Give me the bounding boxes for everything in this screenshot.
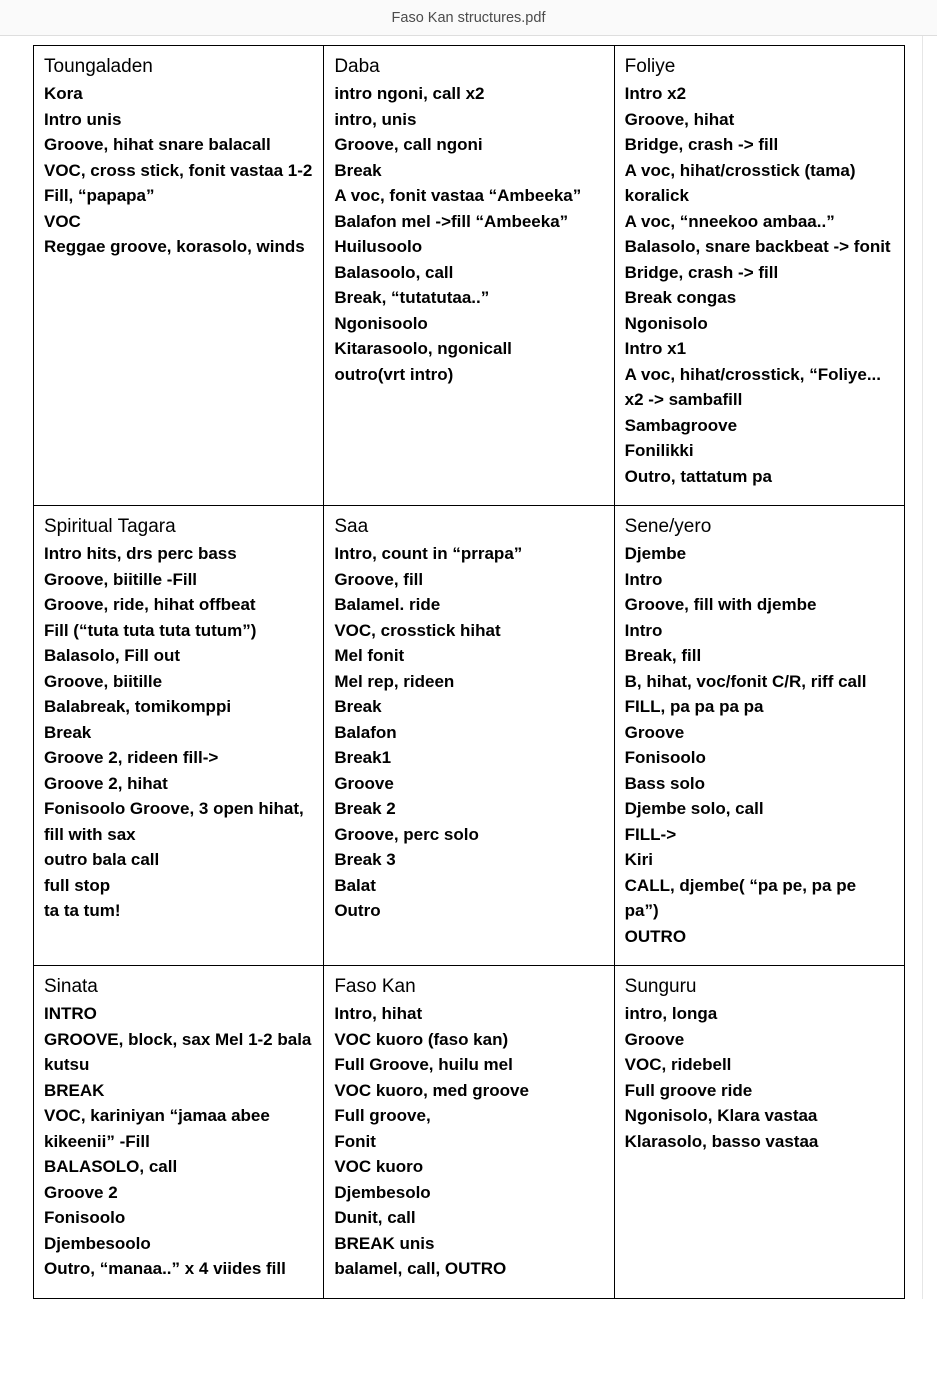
cell-toungaladen [34,46,323,505]
cell-foliye [615,46,904,505]
structure-line: Balafon mel ->fill “Ambeeka” [334,211,569,231]
structure-line: Mel fonit [334,646,405,665]
structure-line: Balat [334,875,376,895]
structure-line: Full groove ride [624,1080,753,1100]
structure-line: BALASOLO, call [44,1157,178,1176]
song-structure-list [625,541,894,949]
structure-line: Break 2 [334,799,396,818]
song-title: Foliye [624,56,676,77]
song-structure-list [44,1001,313,1282]
structure-line: Break 3 [334,850,396,869]
song-structure-list [625,1001,894,1154]
structure-line: balamel, call, OUTRO [334,1259,507,1278]
structure-line: Full groove, [334,1106,431,1125]
structure-line: Ngonisolo [624,313,708,333]
structure-line: Fill, “papapa” [44,186,155,205]
structure-line: Fonisoolo Groove, 3 open hihat, fill with sax [44,799,304,844]
structure-line: Break1 [334,748,392,767]
structure-line: Groove, fill [334,569,424,589]
structure-line: Balasolo, Fill out [44,646,181,665]
structure-line: Klarasolo, basso vastaa [624,1131,819,1151]
structure-line: Groove [624,1029,685,1049]
structure-line: Ngonisolo, Klara vastaa [624,1106,818,1125]
structure-line: Djembesolo [334,1182,431,1202]
structure-line: VOC kuoro (faso kan) [334,1029,509,1049]
structure-line: Dunit, call [334,1208,416,1227]
structure-line: Bass solo [624,773,705,793]
structure-line: Groove, fill with djembe [624,595,817,614]
song-title: Sunguru [624,976,697,997]
document-filename: Faso Kan structures.pdf [391,9,546,26]
structure-line: A voc, hihat/crosstick (tama) koralick [624,160,856,205]
structures-table [33,45,905,1299]
structure-line: Groove, perc solo [334,824,479,844]
structure-line: Intro x2 [624,84,687,103]
structure-line: Intro, count in “prrapa” [334,544,523,563]
structure-line: A voc, fonit vastaa “Ambeeka” [334,186,582,205]
structure-line: Bridge, crash -> fill [624,262,779,282]
cell-faso-kan [324,966,613,1298]
structure-line: A voc, “nneekoo ambaa..” [624,211,835,231]
structure-line: Balafon [334,722,397,742]
structure-line: Groove 2 [44,1182,118,1202]
structure-line: Full Groove, huilu mel [334,1055,513,1074]
structure-line: A voc, hihat/crosstick, “Foliye... x2 -> sambafill [624,364,881,409]
structure-line: Djembe solo, call [624,799,764,818]
structure-line: GROOVE, block, sax Mel 1-2 bala kutsu [44,1029,312,1074]
structure-line: Groove, call ngoni [334,135,483,154]
structure-line: Groove, biitille [44,671,163,691]
structure-line: CALL, djembe( “pa pe, pa pe pa”) [624,875,857,920]
structure-line: Balamel. ride [334,595,441,614]
structure-line: Groove, hihat [624,109,735,129]
structure-line: VOC, kariniyan “jamaa abee kikeenii” -Fill [44,1106,270,1151]
structure-line: B, hihat, voc/fonit C/R, riff call [624,671,867,691]
song-structure-list [44,541,313,924]
cell-sinata [34,966,323,1298]
structure-line: Break [44,722,92,742]
structure-line: VOC, ridebell [624,1055,732,1074]
structure-line: Outro, “manaa..” x 4 viides fill [44,1259,286,1278]
cell-daba [324,46,613,505]
structure-line: Groove, hihat snare balacall [44,135,271,154]
structure-line: VOC kuoro, med groove [334,1080,529,1100]
structure-line: Sambagroove [624,415,738,435]
structure-line: Break, “tutatutaa..” [334,288,490,307]
structure-line: Balabreak, tomikomppi [44,697,232,716]
song-structure-list [334,1001,603,1282]
structure-line: VOC [44,211,81,231]
song-title: Toungaladen [44,56,153,77]
song-structure-list [625,81,894,489]
structure-line: Break, fill [624,646,702,665]
song-title: Spiritual Tagara [44,516,176,537]
song-structure-list [334,81,603,387]
scrollbar-track[interactable] [922,36,923,1299]
structure-line: intro ngoni, call x2 [334,84,485,103]
structure-line: Outro, tattatum pa [624,466,772,486]
structure-line: Outro [334,901,381,920]
structure-line: FILL, pa pa pa pa [624,697,764,716]
structure-line: Groove, biitille -Fill [44,569,198,589]
structure-line: Balasolo, snare backbeat -> fonit [624,237,891,256]
structure-line: Intro [624,620,663,640]
song-title: Faso Kan [334,976,416,997]
cell-saa [324,506,613,965]
cell-sene-yero [615,506,904,965]
structure-line: Kitarasoolo, ngonicall [334,339,512,358]
structure-line: Intro unis [44,109,122,129]
structure-line: Groove [334,773,394,793]
song-title: Daba [334,56,380,77]
structure-line: Djembesoolo [44,1233,151,1253]
structure-line: Groove [624,722,685,742]
viewer-header [0,0,937,36]
structure-line: Huilusoolo [334,237,423,256]
structure-line: outro(vrt intro) [334,364,454,384]
structure-line: Kiri [624,850,653,869]
structure-line: full stop [44,875,111,895]
structure-line: Groove 2, hihat [44,773,168,793]
song-structure-list [44,81,313,260]
structure-line: Fonisoolo [624,748,706,767]
structure-line: BREAK [44,1080,105,1100]
structure-line: Break congas [624,288,737,307]
structure-line: intro, longa [624,1004,718,1023]
structure-line: intro, unis [334,109,417,129]
structure-line: Fill (“tuta tuta tuta tutum”) [44,620,257,640]
structure-line: FILL-> [624,824,677,844]
structure-line: Break [334,697,382,716]
structure-line: VOC, cross stick, fonit vastaa 1-2 [44,160,313,180]
cell-spiritual-tagara [34,506,323,965]
structure-line: Djembe [624,544,687,563]
structure-line: Intro x1 [624,339,687,358]
structure-line: Kora [44,84,83,103]
cell-sunguru [615,966,904,1298]
structure-line: Groove, ride, hihat offbeat [44,595,256,614]
structure-line: VOC kuoro [334,1157,424,1176]
structure-line: Groove 2, rideen fill-> [44,748,219,767]
structure-line: Reggae groove, korasolo, winds [44,237,305,256]
song-structure-list [334,541,603,924]
structure-line: INTRO [44,1004,97,1023]
structure-line: BREAK unis [334,1233,435,1253]
structure-line: Bridge, crash -> fill [624,135,779,154]
structure-line: OUTRO [624,926,687,946]
structure-line: VOC, crosstick hihat [334,620,501,640]
structure-line: ta ta tum! [44,901,121,920]
structure-line: Intro [624,569,663,589]
structure-line: Intro hits, drs perc bass [44,544,237,563]
structure-line: Fonit [334,1131,376,1151]
structure-line: Fonisoolo [44,1208,126,1227]
song-title: Saa [334,516,369,537]
song-title: Sinata [44,976,98,997]
structure-line: Balasoolo, call [334,262,454,282]
structure-line: Intro, hihat [334,1004,423,1023]
document-page [0,36,937,1299]
structure-line: Ngonisoolo [334,313,428,333]
structure-line: Break [334,160,382,180]
structure-line: Fonilikki [624,441,694,460]
song-title: Sene/yero [624,516,712,537]
structure-line: Mel rep, rideen [334,671,455,691]
structure-line: outro bala call [44,850,160,869]
